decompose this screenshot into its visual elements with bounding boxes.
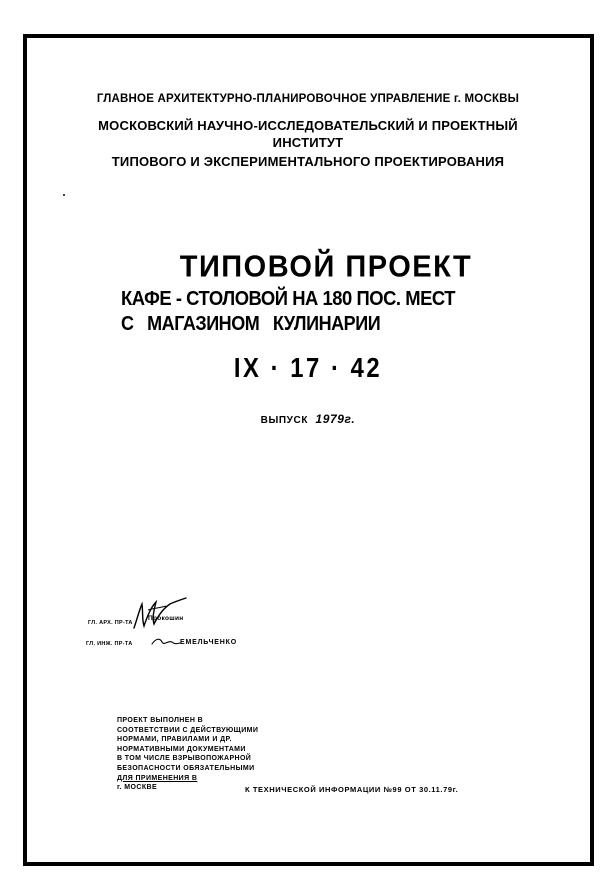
technical-info-reference: К ТЕХНИЧЕСКОЙ ИНФОРМАЦИИ №99 ОТ 30.11.79г. (245, 785, 459, 794)
chief-architect-role: ГЛ. АРХ. ПР-ТА (88, 620, 133, 626)
compliance-note-line: НОРМАМИ, ПРАВИЛАМИ И ДР. (117, 736, 232, 744)
document-title: ТИПОВОЙ ПРОЕКТ (179, 250, 473, 284)
chief-engineer-role: ГЛ. ИНЖ. ПР-ТА (86, 641, 133, 647)
issue-label: ВЫПУСК (260, 415, 309, 426)
project-subtitle-line2: С МАГАЗИНОМ КУЛИНАРИИ (121, 313, 381, 335)
header-institute-line1: МОСКОВСКИЙ НАУЧНО-ИССЛЕДОВАТЕЛЬСКИЙ И ПРОЕКТНЫЙ (98, 118, 518, 133)
compliance-note-line: БЕЗОПАСНОСТИ ОБЯЗАТЕЛЬНЫМИ (117, 764, 255, 772)
header-organization: ГЛАВНОЕ АРХИТЕКТУРНО-ПЛАНИРОВОЧНОЕ УПРАВЛЕНИЕ г. МОСКВЫ (96, 93, 520, 105)
chief-engineer-name: ЕМЕЛЬЧЕНКО (180, 639, 237, 646)
project-subtitle-line1: КАФЕ - СТОЛОВОЙ НА 180 ПОС. МЕСТ (121, 288, 456, 310)
issue-year: 1979г. (315, 412, 356, 426)
header-institute-line3: ТИПОВОГО И ЭКСПЕРИМЕНТАЛЬНОГО ПРОЕКТИРОВАНИЯ (111, 154, 505, 169)
compliance-note-line: НОРМАТИВНЫМИ ДОКУМЕНТАМИ (117, 745, 246, 753)
speck-mark (63, 194, 65, 196)
header-institute-line2: ИНСТИТУТ (272, 135, 344, 150)
issue-line (0, 412, 616, 426)
compliance-note (117, 716, 258, 793)
chief-architect-name: Прокошин (148, 615, 184, 622)
compliance-note-line: В ТОМ ЧИСЛЕ ВЗРЫВОПОЖАРНОЙ (117, 755, 252, 763)
compliance-note-line: ДЛЯ ПРИМЕНЕНИЯ В (117, 774, 198, 782)
compliance-note-line: ПРОЕКТ ВЫПОЛНЕН В (117, 717, 204, 724)
compliance-note-line: СООТВЕТСТВИИ С ДЕЙСТВУЮЩИМИ (117, 726, 259, 734)
project-code: IX · 17 · 42 (233, 352, 383, 383)
compliance-note-line: г. МОСКВЕ (117, 784, 158, 792)
